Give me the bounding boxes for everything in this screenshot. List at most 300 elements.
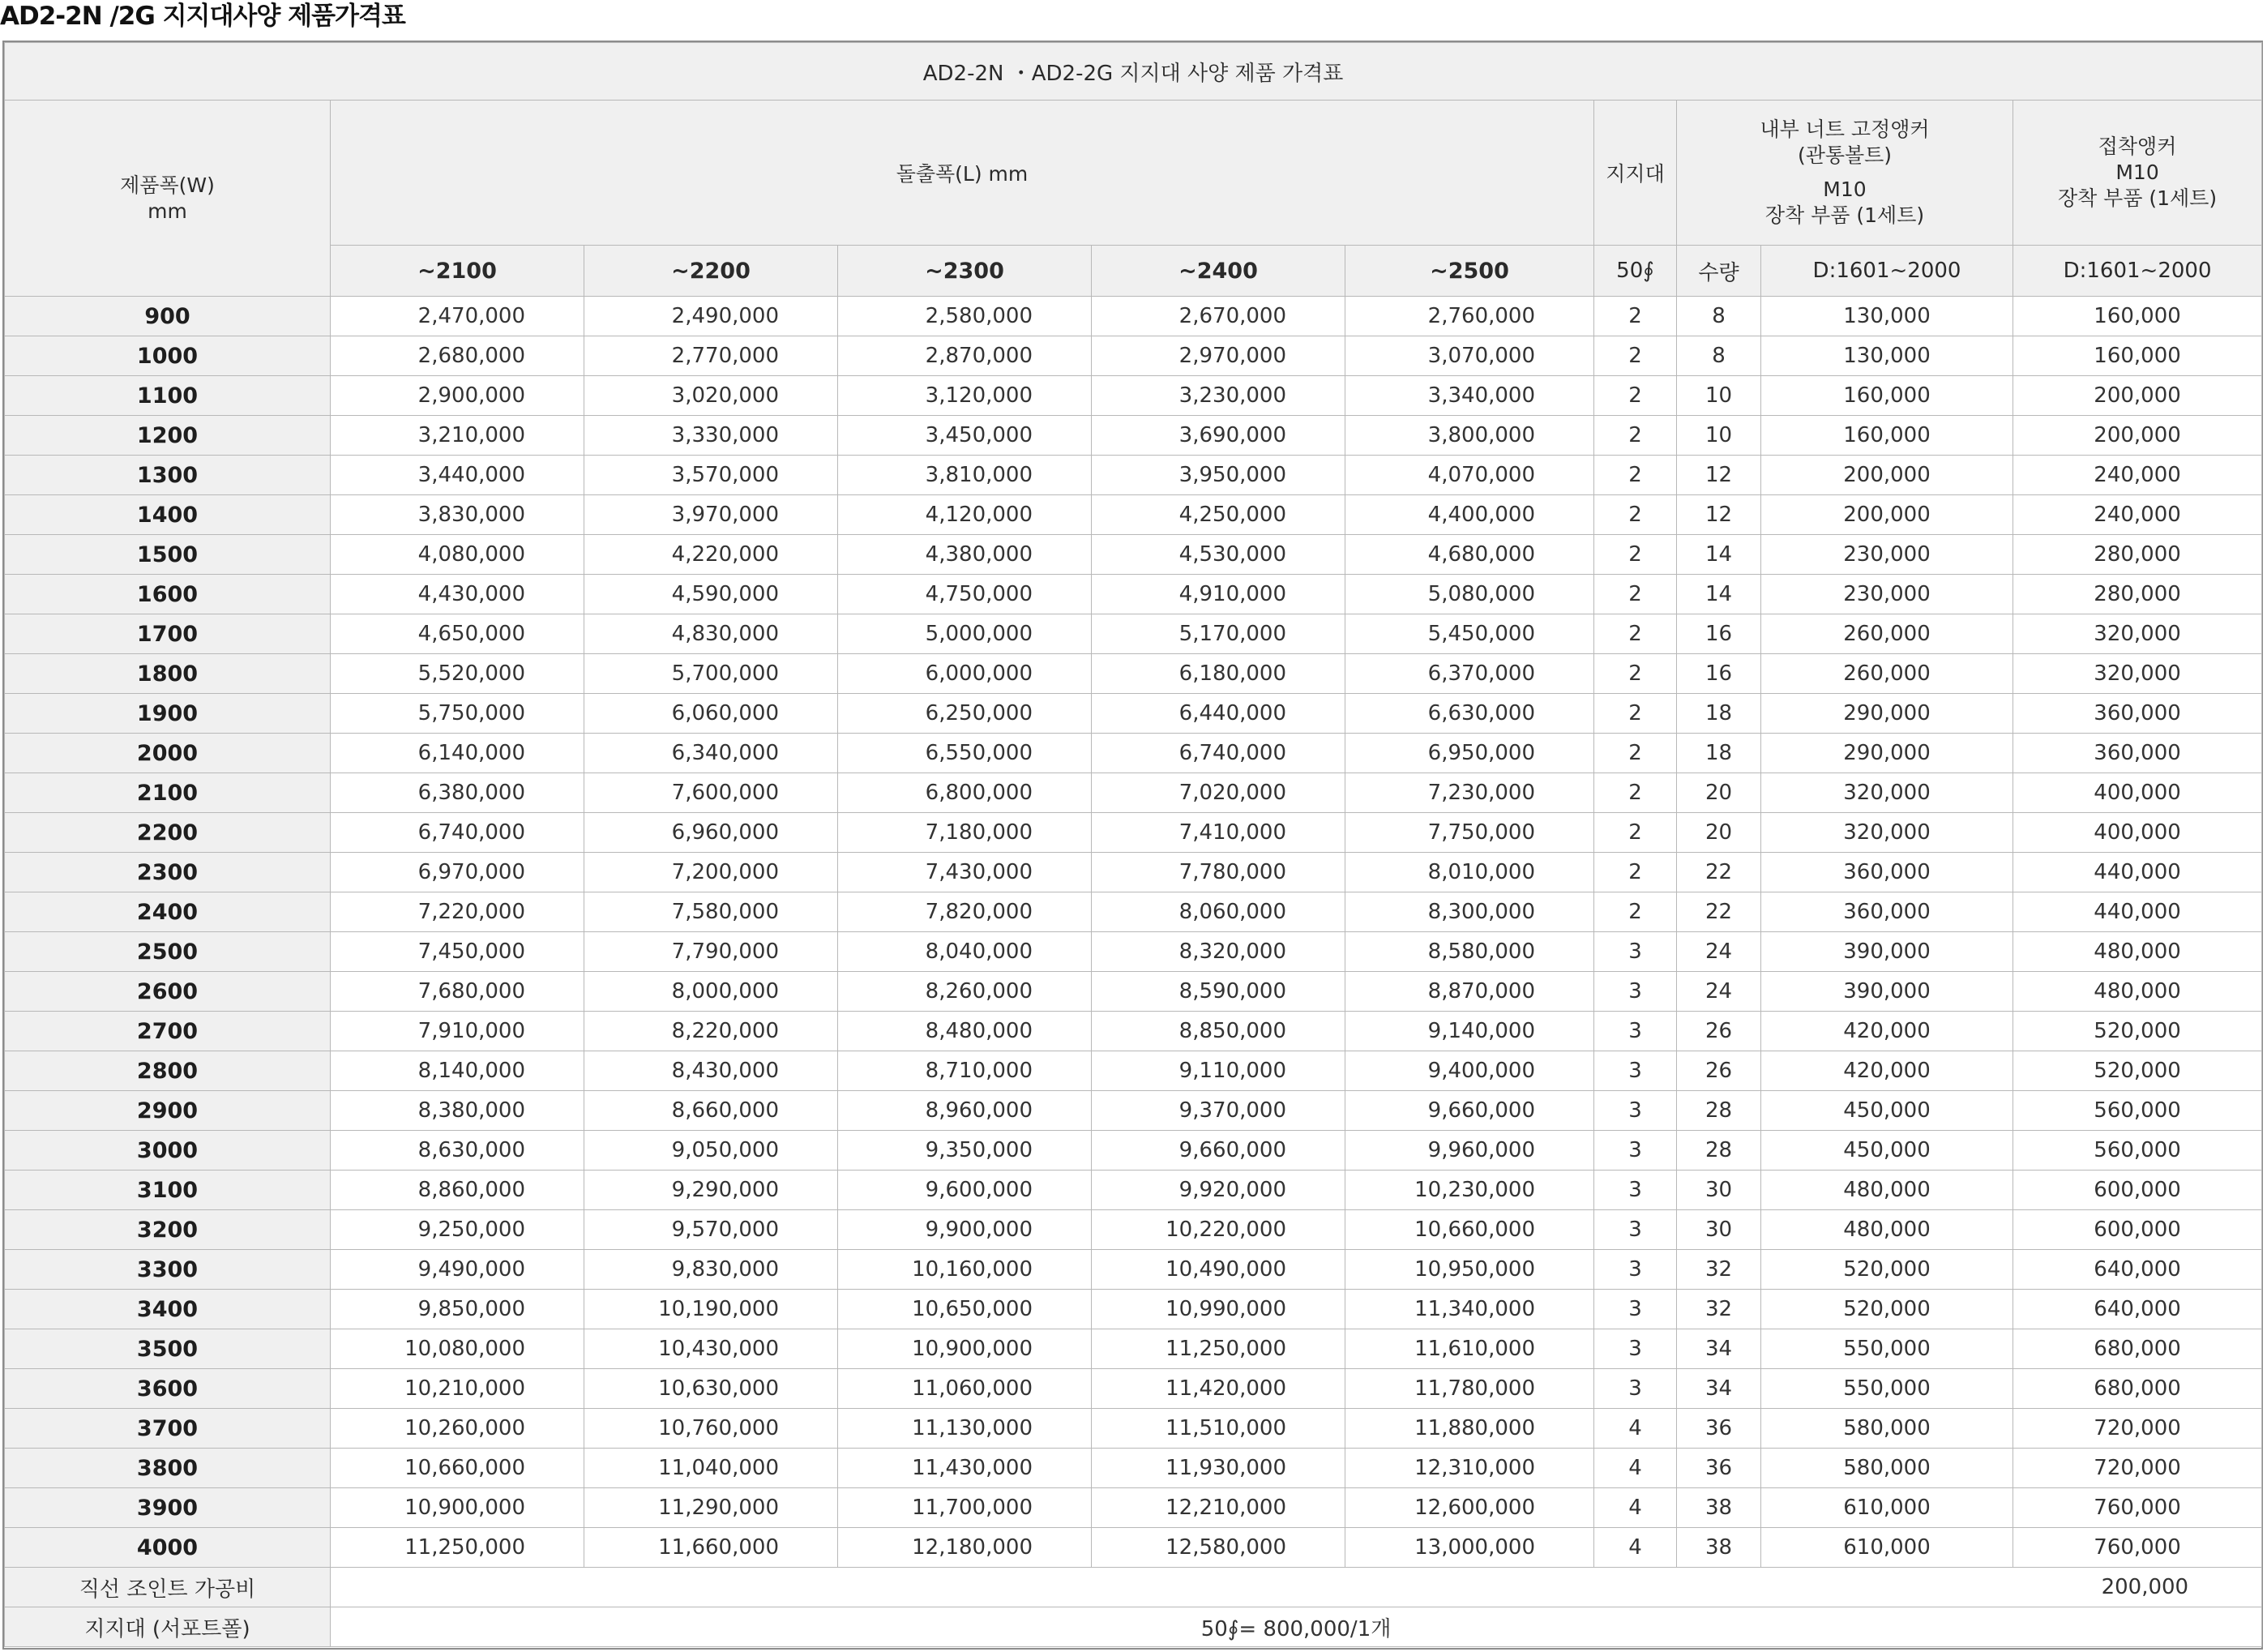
cell-support-count: 2 <box>1594 456 1677 495</box>
cell-width: 3200 <box>5 1210 331 1250</box>
cell-price-l2100: 9,250,000 <box>331 1210 584 1250</box>
table-row <box>5 972 2262 1012</box>
cell-price-l2500: 4,070,000 <box>1345 456 1594 495</box>
cell-price-l2500: 13,000,000 <box>1345 1528 1594 1568</box>
cell-support-count: 3 <box>1594 1171 1677 1210</box>
cell-inner-anchor-price: 230,000 <box>1761 535 2013 575</box>
cell-price-l2200: 8,430,000 <box>584 1051 838 1091</box>
cell-price-l2400: 6,740,000 <box>1092 734 1345 773</box>
cell-price-l2100: 5,520,000 <box>331 654 584 694</box>
cell-price-l2500: 3,070,000 <box>1345 336 1594 376</box>
cell-price-l2200: 6,060,000 <box>584 694 838 734</box>
cell-price-l2300: 4,380,000 <box>838 535 1092 575</box>
cell-inner-anchor-price: 610,000 <box>1761 1488 2013 1528</box>
cell-price-l2500: 3,340,000 <box>1345 376 1594 416</box>
cell-anchor-quantity: 30 <box>1677 1210 1761 1250</box>
cell-support-count: 3 <box>1594 972 1677 1012</box>
cell-price-l2200: 8,220,000 <box>584 1012 838 1051</box>
cell-price-l2500: 5,080,000 <box>1345 575 1594 614</box>
cell-price-l2400: 8,850,000 <box>1092 1012 1345 1051</box>
cell-price-l2300: 7,430,000 <box>838 853 1092 892</box>
cell-adhesive-anchor-price: 160,000 <box>2013 297 2262 336</box>
cell-price-l2100: 3,210,000 <box>331 416 584 456</box>
cell-price-l2300: 6,000,000 <box>838 654 1092 694</box>
cell-price-l2500: 9,140,000 <box>1345 1012 1594 1051</box>
cell-price-l2500: 7,230,000 <box>1345 773 1594 813</box>
cell-support-count: 3 <box>1594 1290 1677 1329</box>
cell-price-l2500: 9,660,000 <box>1345 1091 1594 1131</box>
cell-support-count: 3 <box>1594 932 1677 972</box>
cell-price-l2100: 4,080,000 <box>331 535 584 575</box>
cell-price-l2200: 6,960,000 <box>584 813 838 853</box>
table-row <box>5 932 2262 972</box>
cell-support-count: 2 <box>1594 535 1677 575</box>
cell-price-l2100: 7,220,000 <box>331 892 584 932</box>
table-row <box>5 1488 2262 1528</box>
cell-inner-anchor-price: 160,000 <box>1761 376 2013 416</box>
cell-adhesive-anchor-price: 360,000 <box>2013 734 2262 773</box>
cell-anchor-quantity: 18 <box>1677 694 1761 734</box>
cell-price-l2200: 8,660,000 <box>584 1091 838 1131</box>
cell-price-l2500: 6,630,000 <box>1345 694 1594 734</box>
cell-inner-anchor-price: 520,000 <box>1761 1250 2013 1290</box>
cell-price-l2300: 3,450,000 <box>838 416 1092 456</box>
cell-price-l2400: 7,020,000 <box>1092 773 1345 813</box>
cell-price-l2300: 11,430,000 <box>838 1449 1092 1488</box>
table-row <box>5 376 2262 416</box>
cell-price-l2500: 10,950,000 <box>1345 1250 1594 1290</box>
cell-price-l2200: 10,190,000 <box>584 1290 838 1329</box>
cell-inner-anchor-price: 480,000 <box>1761 1171 2013 1210</box>
cell-price-l2200: 2,770,000 <box>584 336 838 376</box>
cell-width: 3100 <box>5 1171 331 1210</box>
subheader-l2500: ~2500 <box>1345 246 1594 297</box>
cell-inner-anchor-price: 450,000 <box>1761 1131 2013 1171</box>
cell-support-count: 2 <box>1594 376 1677 416</box>
cell-anchor-quantity: 36 <box>1677 1409 1761 1449</box>
table-row <box>5 1528 2262 1568</box>
cell-inner-anchor-price: 580,000 <box>1761 1409 2013 1449</box>
cell-width: 2600 <box>5 972 331 1012</box>
cell-price-l2300: 8,260,000 <box>838 972 1092 1012</box>
cell-price-l2500: 3,800,000 <box>1345 416 1594 456</box>
cell-inner-anchor-price: 450,000 <box>1761 1091 2013 1131</box>
inner-anchor-line2: (관통볼트) <box>1797 143 1893 167</box>
cell-price-l2100: 8,140,000 <box>331 1051 584 1091</box>
subheader-support-diameter: 50∮ <box>1594 246 1677 297</box>
cell-adhesive-anchor-price: 760,000 <box>2013 1528 2262 1568</box>
cell-anchor-quantity: 10 <box>1677 416 1761 456</box>
cell-width: 3000 <box>5 1131 331 1171</box>
price-table <box>4 42 2262 1647</box>
cell-price-l2100: 8,630,000 <box>331 1131 584 1171</box>
cell-adhesive-anchor-price: 640,000 <box>2013 1250 2262 1290</box>
cell-price-l2400: 4,530,000 <box>1092 535 1345 575</box>
cell-anchor-quantity: 12 <box>1677 495 1761 535</box>
cell-adhesive-anchor-price: 600,000 <box>2013 1210 2262 1250</box>
cell-width: 2100 <box>5 773 331 813</box>
cell-adhesive-anchor-price: 440,000 <box>2013 853 2262 892</box>
cell-inner-anchor-price: 520,000 <box>1761 1290 2013 1329</box>
table-row <box>5 1250 2262 1290</box>
cell-support-count: 4 <box>1594 1409 1677 1449</box>
cell-price-l2100: 6,970,000 <box>331 853 584 892</box>
cell-support-count: 4 <box>1594 1528 1677 1568</box>
cell-width: 1600 <box>5 575 331 614</box>
subheader-l2300: ~2300 <box>838 246 1092 297</box>
cell-inner-anchor-price: 200,000 <box>1761 495 2013 535</box>
inner-anchor-line1: 내부 너트 고정앵커 <box>1760 118 1930 141</box>
cell-inner-anchor-price: 480,000 <box>1761 1210 2013 1250</box>
header-product-width <box>5 101 331 297</box>
cell-adhesive-anchor-price: 360,000 <box>2013 694 2262 734</box>
cell-width: 3500 <box>5 1329 331 1369</box>
cell-price-l2100: 8,860,000 <box>331 1171 584 1210</box>
cell-width: 2900 <box>5 1091 331 1131</box>
cell-price-l2400: 3,690,000 <box>1092 416 1345 456</box>
cell-adhesive-anchor-price: 760,000 <box>2013 1488 2262 1528</box>
cell-price-l2200: 2,490,000 <box>584 297 838 336</box>
cell-anchor-quantity: 34 <box>1677 1329 1761 1369</box>
cell-price-l2500: 6,950,000 <box>1345 734 1594 773</box>
cell-price-l2500: 11,340,000 <box>1345 1290 1594 1329</box>
cell-price-l2400: 2,670,000 <box>1092 297 1345 336</box>
cell-price-l2200: 3,020,000 <box>584 376 838 416</box>
cell-price-l2200: 9,290,000 <box>584 1171 838 1210</box>
cell-support-count: 2 <box>1594 654 1677 694</box>
table-row <box>5 575 2262 614</box>
table-row <box>5 654 2262 694</box>
cell-width: 3800 <box>5 1449 331 1488</box>
table-row <box>5 694 2262 734</box>
cell-price-l2400: 10,490,000 <box>1092 1250 1345 1290</box>
cell-price-l2100: 2,900,000 <box>331 376 584 416</box>
cell-support-count: 2 <box>1594 892 1677 932</box>
cell-support-count: 2 <box>1594 813 1677 853</box>
cell-price-l2500: 10,230,000 <box>1345 1171 1594 1210</box>
cell-inner-anchor-price: 580,000 <box>1761 1449 2013 1488</box>
cell-anchor-quantity: 32 <box>1677 1250 1761 1290</box>
cell-price-l2200: 5,700,000 <box>584 654 838 694</box>
cell-price-l2200: 3,330,000 <box>584 416 838 456</box>
table-row <box>5 1171 2262 1210</box>
cell-support-count: 3 <box>1594 1131 1677 1171</box>
cell-support-count: 3 <box>1594 1210 1677 1250</box>
cell-width: 4000 <box>5 1528 331 1568</box>
cell-adhesive-anchor-price: 720,000 <box>2013 1449 2262 1488</box>
table-row <box>5 813 2262 853</box>
header-product-width-unit: mm <box>148 199 187 223</box>
cell-adhesive-anchor-price: 160,000 <box>2013 336 2262 376</box>
cell-width: 3900 <box>5 1488 331 1528</box>
cell-price-l2300: 8,040,000 <box>838 932 1092 972</box>
cell-price-l2300: 11,700,000 <box>838 1488 1092 1528</box>
cell-width: 2800 <box>5 1051 331 1091</box>
cell-adhesive-anchor-price: 400,000 <box>2013 773 2262 813</box>
cell-price-l2300: 7,180,000 <box>838 813 1092 853</box>
cell-inner-anchor-price: 130,000 <box>1761 336 2013 376</box>
cell-price-l2400: 7,410,000 <box>1092 813 1345 853</box>
page-title: AD2-2N /2G 지지대사양 제품가격표 <box>0 2 405 31</box>
cell-price-l2400: 8,320,000 <box>1092 932 1345 972</box>
cell-inner-anchor-price: 320,000 <box>1761 813 2013 853</box>
cell-inner-anchor-price: 320,000 <box>1761 773 2013 813</box>
cell-inner-anchor-price: 420,000 <box>1761 1012 2013 1051</box>
cell-price-l2100: 9,850,000 <box>331 1290 584 1329</box>
cell-support-count: 2 <box>1594 734 1677 773</box>
cell-width: 1500 <box>5 535 331 575</box>
cell-anchor-quantity: 20 <box>1677 773 1761 813</box>
cell-support-count: 4 <box>1594 1488 1677 1528</box>
cell-support-count: 2 <box>1594 853 1677 892</box>
cell-price-l2100: 2,680,000 <box>331 336 584 376</box>
subheader-l2400: ~2400 <box>1092 246 1345 297</box>
cell-adhesive-anchor-price: 320,000 <box>2013 654 2262 694</box>
cell-anchor-quantity: 10 <box>1677 376 1761 416</box>
cell-price-l2100: 7,450,000 <box>331 932 584 972</box>
cell-price-l2400: 2,970,000 <box>1092 336 1345 376</box>
cell-adhesive-anchor-price: 400,000 <box>2013 813 2262 853</box>
table-row <box>5 1329 2262 1369</box>
cell-price-l2400: 11,930,000 <box>1092 1449 1345 1488</box>
cell-anchor-quantity: 34 <box>1677 1369 1761 1409</box>
cell-price-l2500: 8,580,000 <box>1345 932 1594 972</box>
cell-price-l2300: 8,960,000 <box>838 1091 1092 1131</box>
cell-price-l2300: 10,650,000 <box>838 1290 1092 1329</box>
cell-price-l2200: 3,970,000 <box>584 495 838 535</box>
cell-adhesive-anchor-price: 680,000 <box>2013 1369 2262 1409</box>
cell-adhesive-anchor-price: 240,000 <box>2013 495 2262 535</box>
cell-price-l2500: 11,780,000 <box>1345 1369 1594 1409</box>
cell-inner-anchor-price: 360,000 <box>1761 853 2013 892</box>
cell-price-l2100: 7,680,000 <box>331 972 584 1012</box>
header-adhesive-anchor <box>2013 101 2262 246</box>
cell-anchor-quantity: 22 <box>1677 853 1761 892</box>
cell-width: 2400 <box>5 892 331 932</box>
cell-width: 2500 <box>5 932 331 972</box>
cell-price-l2500: 9,960,000 <box>1345 1131 1594 1171</box>
cell-anchor-quantity: 26 <box>1677 1012 1761 1051</box>
table-row <box>5 535 2262 575</box>
cell-support-count: 2 <box>1594 336 1677 376</box>
joint-cost-value: 200,000 <box>331 1568 2262 1607</box>
cell-support-count: 4 <box>1594 1449 1677 1488</box>
cell-price-l2500: 4,680,000 <box>1345 535 1594 575</box>
cell-price-l2500: 7,750,000 <box>1345 813 1594 853</box>
cell-price-l2400: 3,230,000 <box>1092 376 1345 416</box>
cell-adhesive-anchor-price: 240,000 <box>2013 456 2262 495</box>
cell-price-l2300: 9,900,000 <box>838 1210 1092 1250</box>
cell-price-l2400: 6,440,000 <box>1092 694 1345 734</box>
cell-price-l2400: 11,420,000 <box>1092 1369 1345 1409</box>
table-row <box>5 734 2262 773</box>
cell-anchor-quantity: 28 <box>1677 1131 1761 1171</box>
cell-inner-anchor-price: 260,000 <box>1761 614 2013 654</box>
cell-inner-anchor-price: 550,000 <box>1761 1329 2013 1369</box>
cell-price-l2300: 10,160,000 <box>838 1250 1092 1290</box>
cell-support-count: 2 <box>1594 614 1677 654</box>
table-row <box>5 1210 2262 1250</box>
cell-support-count: 2 <box>1594 575 1677 614</box>
cell-price-l2500: 4,400,000 <box>1345 495 1594 535</box>
cell-price-l2200: 7,580,000 <box>584 892 838 932</box>
cell-price-l2400: 9,660,000 <box>1092 1131 1345 1171</box>
cell-price-l2300: 9,350,000 <box>838 1131 1092 1171</box>
cell-width: 2700 <box>5 1012 331 1051</box>
cell-price-l2300: 6,250,000 <box>838 694 1092 734</box>
cell-adhesive-anchor-price: 600,000 <box>2013 1171 2262 1210</box>
cell-price-l2100: 5,750,000 <box>331 694 584 734</box>
cell-price-l2100: 6,380,000 <box>331 773 584 813</box>
cell-price-l2100: 10,260,000 <box>331 1409 584 1449</box>
cell-price-l2300: 11,130,000 <box>838 1409 1092 1449</box>
cell-price-l2200: 7,790,000 <box>584 932 838 972</box>
cell-price-l2400: 4,250,000 <box>1092 495 1345 535</box>
cell-inner-anchor-price: 200,000 <box>1761 456 2013 495</box>
cell-price-l2200: 3,570,000 <box>584 456 838 495</box>
cell-anchor-quantity: 26 <box>1677 1051 1761 1091</box>
cell-price-l2400: 11,510,000 <box>1092 1409 1345 1449</box>
cell-anchor-quantity: 28 <box>1677 1091 1761 1131</box>
cell-support-count: 2 <box>1594 495 1677 535</box>
cell-width: 3400 <box>5 1290 331 1329</box>
subheader-l2100: ~2100 <box>331 246 584 297</box>
cell-adhesive-anchor-price: 440,000 <box>2013 892 2262 932</box>
cell-inner-anchor-price: 130,000 <box>1761 297 2013 336</box>
cell-price-l2200: 9,830,000 <box>584 1250 838 1290</box>
header-projection-width: 돌출폭(L) mm <box>331 101 1594 246</box>
cell-price-l2100: 2,470,000 <box>331 297 584 336</box>
cell-price-l2300: 10,900,000 <box>838 1329 1092 1369</box>
cell-anchor-quantity: 8 <box>1677 297 1761 336</box>
cell-price-l2400: 12,580,000 <box>1092 1528 1345 1568</box>
cell-price-l2300: 3,120,000 <box>838 376 1092 416</box>
cell-width: 3300 <box>5 1250 331 1290</box>
cell-support-count: 3 <box>1594 1369 1677 1409</box>
cell-price-l2200: 7,200,000 <box>584 853 838 892</box>
cell-price-l2300: 2,870,000 <box>838 336 1092 376</box>
cell-price-l2400: 7,780,000 <box>1092 853 1345 892</box>
cell-support-count: 2 <box>1594 694 1677 734</box>
cell-inner-anchor-price: 390,000 <box>1761 932 2013 972</box>
cell-inner-anchor-price: 290,000 <box>1761 694 2013 734</box>
cell-adhesive-anchor-price: 520,000 <box>2013 1051 2262 1091</box>
table-row <box>5 495 2262 535</box>
price-table-container <box>2 41 2263 1650</box>
cell-anchor-quantity: 12 <box>1677 456 1761 495</box>
support-pole-value: 50∮= 800,000/1개 <box>331 1607 2262 1647</box>
cell-price-l2500: 8,010,000 <box>1345 853 1594 892</box>
header-product-width-label: 제품폭(W) <box>120 173 215 197</box>
cell-adhesive-anchor-price: 560,000 <box>2013 1131 2262 1171</box>
cell-price-l2400: 9,370,000 <box>1092 1091 1345 1131</box>
cell-price-l2200: 9,050,000 <box>584 1131 838 1171</box>
table-row <box>5 892 2262 932</box>
header-support: 지지대 <box>1594 101 1677 246</box>
adhesive-anchor-line3: 장착 부품 (1세트) <box>2057 186 2218 210</box>
cell-inner-anchor-price: 360,000 <box>1761 892 2013 932</box>
cell-adhesive-anchor-price: 640,000 <box>2013 1290 2262 1329</box>
cell-price-l2300: 8,710,000 <box>838 1051 1092 1091</box>
cell-price-l2400: 8,590,000 <box>1092 972 1345 1012</box>
cell-price-l2500: 12,600,000 <box>1345 1488 1594 1528</box>
cell-price-l2100: 6,140,000 <box>331 734 584 773</box>
cell-adhesive-anchor-price: 200,000 <box>2013 416 2262 456</box>
adhesive-anchor-line2: M10 <box>2115 160 2159 184</box>
cell-price-l2500: 2,760,000 <box>1345 297 1594 336</box>
cell-anchor-quantity: 20 <box>1677 813 1761 853</box>
cell-price-l2200: 10,430,000 <box>584 1329 838 1369</box>
cell-anchor-quantity: 32 <box>1677 1290 1761 1329</box>
table-title: AD2-2N ・AD2-2G 지지대 사양 제품 가격표 <box>5 43 2262 101</box>
cell-price-l2100: 3,440,000 <box>331 456 584 495</box>
table-row <box>5 1131 2262 1171</box>
inner-anchor-line4: 장착 부품 (1세트) <box>1764 203 1925 227</box>
cell-anchor-quantity: 16 <box>1677 654 1761 694</box>
cell-width: 2300 <box>5 853 331 892</box>
table-row <box>5 1012 2262 1051</box>
cell-inner-anchor-price: 230,000 <box>1761 575 2013 614</box>
table-row <box>5 614 2262 654</box>
inner-anchor-line3: M10 <box>1823 178 1867 201</box>
cell-width: 900 <box>5 297 331 336</box>
cell-price-l2300: 6,800,000 <box>838 773 1092 813</box>
cell-anchor-quantity: 18 <box>1677 734 1761 773</box>
cell-price-l2200: 7,600,000 <box>584 773 838 813</box>
cell-price-l2100: 8,380,000 <box>331 1091 584 1131</box>
cell-price-l2100: 7,910,000 <box>331 1012 584 1051</box>
cell-price-l2400: 11,250,000 <box>1092 1329 1345 1369</box>
cell-adhesive-anchor-price: 200,000 <box>2013 376 2262 416</box>
cell-price-l2100: 3,830,000 <box>331 495 584 535</box>
cell-price-l2200: 4,220,000 <box>584 535 838 575</box>
cell-price-l2400: 3,950,000 <box>1092 456 1345 495</box>
cell-support-count: 3 <box>1594 1012 1677 1051</box>
table-row <box>5 1449 2262 1488</box>
cell-width: 1300 <box>5 456 331 495</box>
cell-inner-anchor-price: 390,000 <box>1761 972 2013 1012</box>
cell-price-l2200: 10,630,000 <box>584 1369 838 1409</box>
cell-width: 2000 <box>5 734 331 773</box>
cell-price-l2100: 4,650,000 <box>331 614 584 654</box>
cell-price-l2300: 2,580,000 <box>838 297 1092 336</box>
cell-price-l2300: 3,810,000 <box>838 456 1092 495</box>
cell-price-l2500: 8,870,000 <box>1345 972 1594 1012</box>
cell-anchor-quantity: 24 <box>1677 972 1761 1012</box>
cell-price-l2500: 11,610,000 <box>1345 1329 1594 1369</box>
cell-price-l2300: 8,480,000 <box>838 1012 1092 1051</box>
table-row <box>5 416 2262 456</box>
cell-width: 1200 <box>5 416 331 456</box>
table-row <box>5 1051 2262 1091</box>
table-row <box>5 1091 2262 1131</box>
cell-inner-anchor-price: 160,000 <box>1761 416 2013 456</box>
table-row <box>5 336 2262 376</box>
cell-price-l2100: 10,660,000 <box>331 1449 584 1488</box>
cell-inner-anchor-price: 550,000 <box>1761 1369 2013 1409</box>
cell-anchor-quantity: 16 <box>1677 614 1761 654</box>
cell-price-l2100: 4,430,000 <box>331 575 584 614</box>
cell-inner-anchor-price: 260,000 <box>1761 654 2013 694</box>
table-row <box>5 773 2262 813</box>
cell-anchor-quantity: 22 <box>1677 892 1761 932</box>
cell-price-l2200: 11,290,000 <box>584 1488 838 1528</box>
table-row <box>5 1369 2262 1409</box>
adhesive-anchor-line1: 접착앵커 <box>2098 135 2177 158</box>
header-inner-nut-anchor <box>1677 101 2013 246</box>
cell-price-l2400: 9,920,000 <box>1092 1171 1345 1210</box>
cell-price-l2500: 6,370,000 <box>1345 654 1594 694</box>
